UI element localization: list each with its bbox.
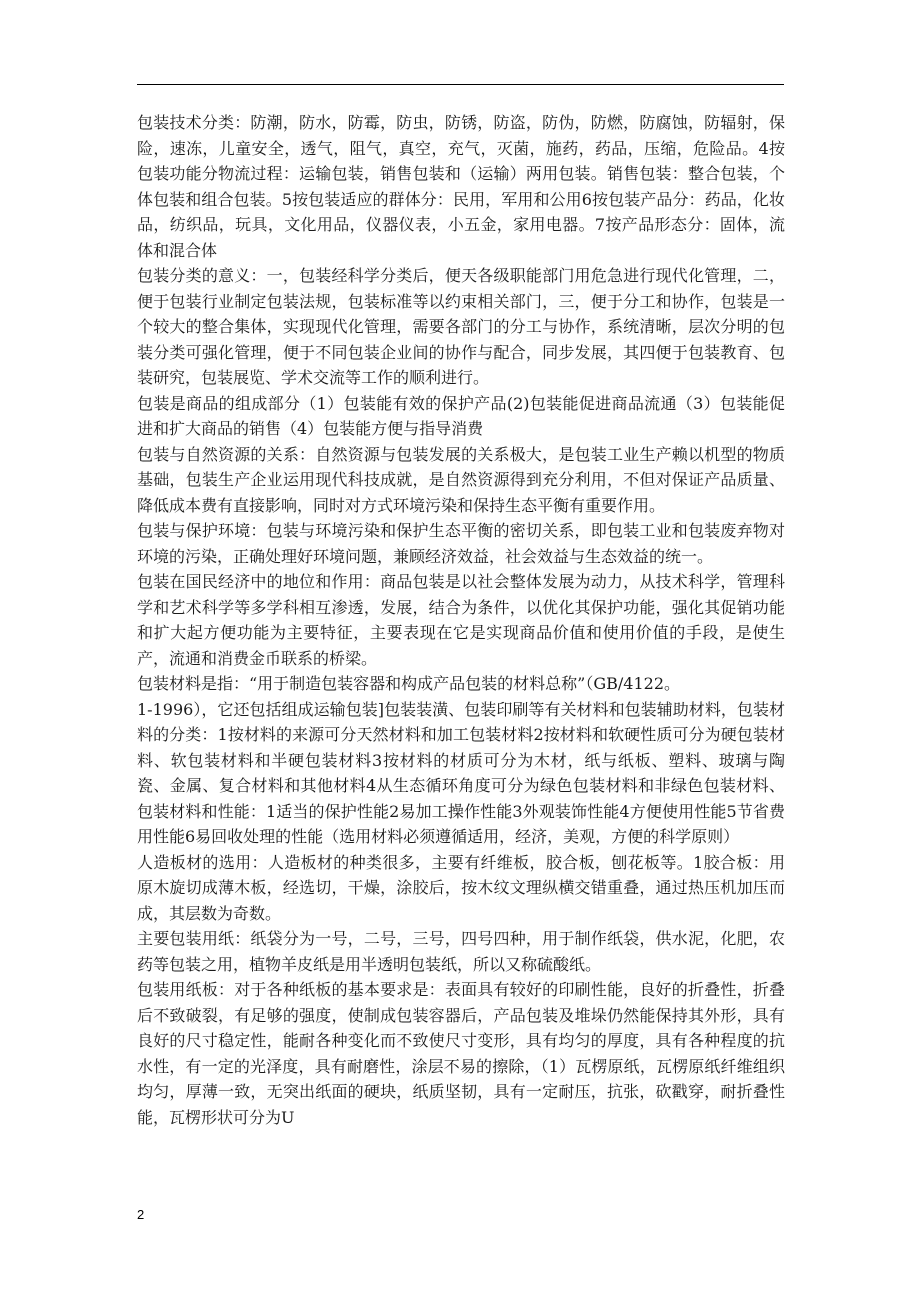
paragraph-packaging-technology-classification: 包装技术分类：防潮，防水，防霉，防虫，防锈，防盗，防伪，防燃，防腐蚀，防辐射，保险，速冻，儿童安全，透气，阻气，真空，充气，灭菌，施药，药品，压缩，危险品。4按包装功能分物流过程：运输包装，销售包装和（运输）两用包装。销售包装：整合包装，个体包装和组合包装。5按包装适应的群体分：民用，军用和公用6按包装产品分：药品，化妆品，纺织品，玩具，文化用品，仪器仪表，小五金，家用电器。7按产品形态分：固体，流体和混合体 — [137, 113, 785, 260]
page-number: 2 — [137, 1207, 145, 1222]
paragraph-wood-based-panels: 人造板材的选用：人造板材的种类很多，主要有纤维板，胶合板，刨花板等。1胶合板：用原木旋切成薄木板，经选切，干燥，涂胶后，按木纹文理纵横交错重叠，通过热压机加压而成，其层数为奇数。 — [137, 852, 785, 923]
paragraph-natural-resources: 包装与自然资源的关系：自然资源与包装发展的关系极大，是包装工业生产赖以机型的物质基础，包装生产企业运用现代科技成就，是自然资源得到充分利用，不但对保证产品质量、降低成本费有直接影响，同时对方式环境污染和保持生态平衡有重要作用。 — [137, 444, 785, 515]
header-rule — [137, 84, 784, 85]
paragraph-packaging-paperboard: 包装用纸板：对于各种纸板的基本要求是：表面具有较好的印刷性能，良好的折叠性，折叠后不致破裂，有足够的强度，使制成包装容器后，产品包装及堆垛仍然能保持其外形，具有良好的尺寸稳定性，能耐各种变化而不致使尺寸变形，具有均匀的厚度，具有各种程度的抗水性，有一定的光泽度，具有耐磨性，涂层不易的擦除，（1）瓦楞原纸，瓦楞原纸纤维组织均匀，厚薄一致，无突出纸面的硬块，纸质坚韧，具有一定耐压，抗张，砍戳穿，耐折叠性能，瓦楞形状可分为U — [137, 980, 785, 1127]
paragraph-national-economy-role: 包装在国民经济中的地位和作用：商品包装是以社会整体发展为动力，从技术科学，管理科学和艺术科学等多学科相互渗透，发展，结合为条件，以优化其保护功能，强化其促销功能和扩大起方便功能为主要特征，主要表现在它是实现商品价值和使用价值的手段，是使生产，流通和消费金币联系的桥梁。 — [137, 572, 785, 668]
paragraph-environment-protection: 包装与保护环境：包装与环境污染和保护生态平衡的密切关系，即包装工业和包装废弃物对环境的污染，正确处理好环境问题，兼顾经济效益，社会效益与生态效益的统一。 — [137, 521, 785, 566]
paragraph-packaging-material-definition: 包装材料是指：“用于制造包装容器和构成产品包装的材料总称”（GB/4122。 — [137, 674, 681, 693]
document-body — [137, 110, 785, 1130]
paragraph-packaging-as-product-part: 包装是商品的组成部分（1）包装能有效的保护产品(2)包装能促进商品流通（3）包装能促进和扩大商品的销售（4）包装能方便与指导消费 — [137, 393, 785, 438]
paragraph-packaging-material-classification: 1-1996），它还包括组成运输包装]包装装潢、包装印刷等有关材料和包装辅助材料，包装材料的分类：1按材料的来源可分天然材料和加工包装材料2按材料和软硬性质可分为硬包装材料、软包装材料和半硬包装材料3按材料的材质可分为木材，纸与纸板、塑料、玻璃与陶瓷、金属、复合材料和其他材料4从生态循环角度可分为绿色包装材料和非绿色包装材料、包装材料和性能：1适当的保护性能2易加工操作性能3外观装饰性能4方便使用性能5节省费用性能6易回收处理的性能（选用材料必须遵循适用，经济，美观，方便的科学原则） — [137, 699, 785, 846]
paragraph-classification-significance: 包装分类的意义：一，包装经科学分类后，便天各级职能部门用危急进行现代化管理，二，便于包装行业制定包装法规，包装标准等以约束相关部门，三，便于分工和协作，包装是一个较大的整合集体，实现现代化管理，需要各部门的分工与协作，系统清晰，层次分明的包装分类可强化管理，便于不同包装企业间的协作与配合，同步发展，其四便于包装教育、包装研究，包装展览、学术交流等工作的顺利进行。 — [137, 266, 785, 387]
paragraph-main-packaging-paper: 主要包装用纸：纸袋分为一号，二号，三号，四号四种，用于制作纸袋，供水泥，化肥，农药等包装之用，植物羊皮纸是用半透明包装纸，所以又称硫酸纸。 — [137, 929, 785, 974]
